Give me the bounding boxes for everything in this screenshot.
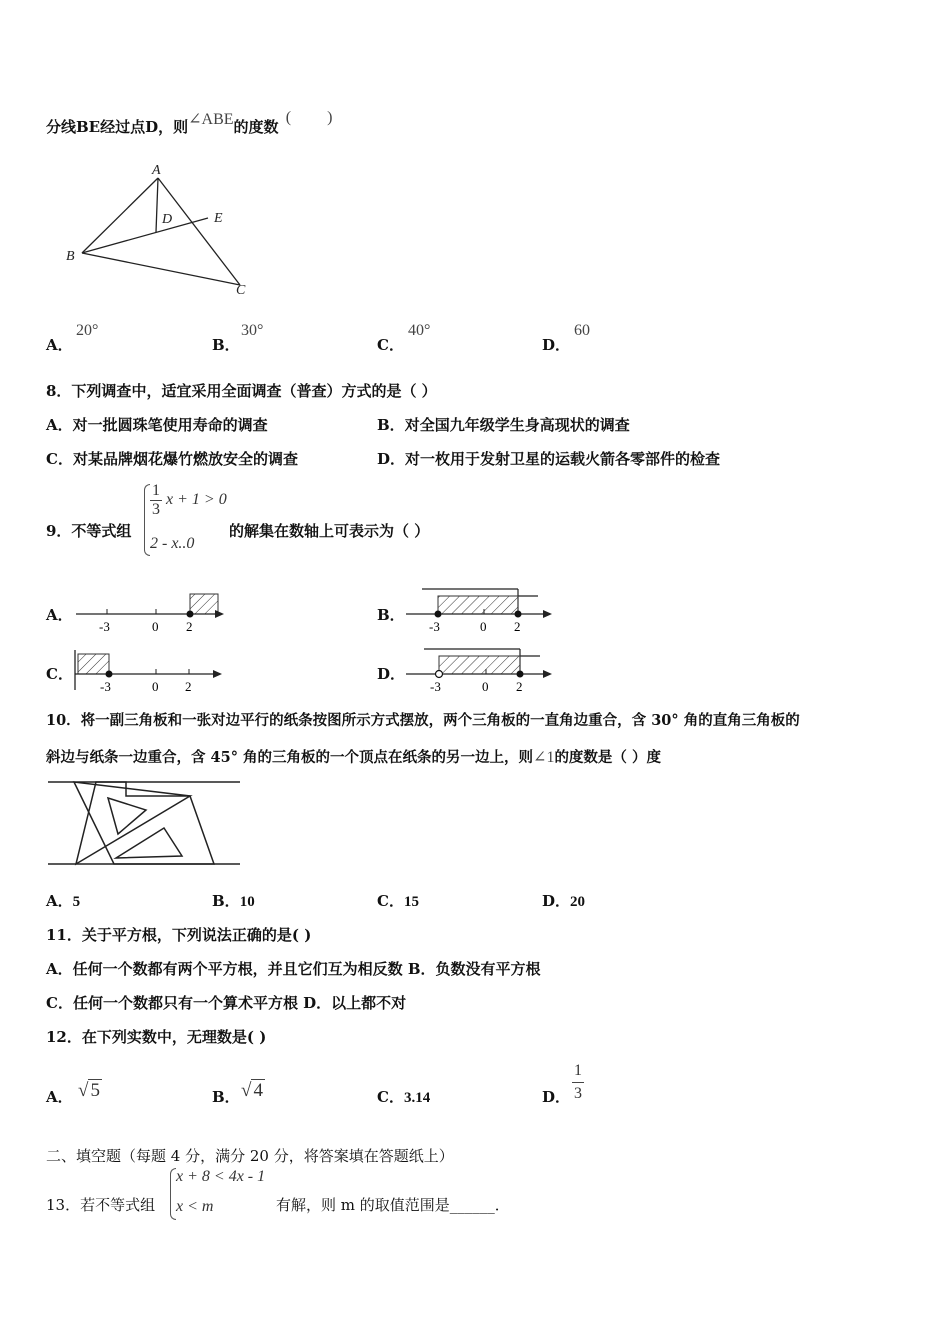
q12-option-b-radicand: 4 (253, 1080, 263, 1101)
q10-option-d-value: 20 (570, 894, 586, 910)
q12-option-a[interactable] (46, 1086, 73, 1107)
q10-triangles-figure (46, 776, 246, 872)
q8-option-c[interactable] (46, 448, 298, 469)
q7-option-a-value: 20° (76, 322, 99, 339)
q10-option-c-letter: C． (377, 892, 404, 910)
q10-line1: 10．将一副三角板和一张对边平行的纸条按图所示方式摆放，两个三角板的一直角边重合，含 30° 角的直角三角板的 (46, 712, 800, 729)
q10-option-b[interactable] (212, 890, 255, 911)
q9-stem-pre: 9．不等式组 (46, 522, 132, 540)
q12-option-d[interactable] (542, 1086, 570, 1107)
q8-option-b-text: 对全国九年级学生身高现状的调查 (404, 416, 630, 434)
q7-label-d: D (162, 212, 173, 227)
q8-option-a[interactable] (46, 414, 268, 435)
q7-stem (46, 109, 333, 137)
q9-option-a-letter: A． (46, 606, 73, 624)
q9-d-tick-2: 2 (516, 679, 523, 694)
q9-a-tick-2: 2 (186, 619, 193, 634)
q9-line1-num: 1 (152, 482, 160, 499)
q12-option-a-value (78, 1080, 102, 1102)
q8-option-d[interactable] (377, 448, 720, 469)
q10-line2 (46, 746, 661, 767)
q9-a-tick-0: 0 (152, 619, 159, 634)
radical-icon: √ (78, 1080, 89, 1101)
q9-numberline-b (402, 584, 562, 636)
q8-option-b-letter: B． (377, 416, 405, 434)
q9-option-c-letter: C． (46, 665, 73, 683)
q8-option-a-letter: A． (46, 416, 73, 434)
q13-line1: x + 8 < 4x - 1 (176, 1168, 266, 1185)
q9-option-c[interactable] (46, 663, 73, 684)
q12-option-d-letter: D． (542, 1088, 571, 1106)
q9-b-tick-2: 2 (514, 619, 521, 634)
q7-option-b-value: 30° (241, 322, 264, 339)
q10-option-a-letter: A． (46, 892, 73, 910)
q12-option-d-num: 1 (572, 1060, 584, 1083)
q9-line1-den: 3 (152, 501, 160, 518)
q11-options-cd[interactable]: C．任何一个数都只有一个算术平方根 D．以上都不对 (46, 994, 407, 1012)
q7-label-b: B (66, 249, 75, 264)
q10-line2-post: 的度数是（ ）度 (554, 749, 661, 766)
radical-icon: √ (241, 1080, 252, 1101)
q9-option-d-letter: D． (377, 665, 406, 683)
q7-option-b-letter: B． (212, 336, 240, 354)
q10-option-b-letter: B． (212, 892, 240, 910)
q7-stem-pre: 分线BE经过点D，则 (46, 118, 189, 136)
q7-paren-open: ( (285, 109, 292, 126)
q12-stem: 12．在下列实数中，无理数是( ) (46, 1028, 267, 1046)
section2-title: 二、填空题（每题 4 分，满分 20 分，将答案填在答题纸上） (46, 1147, 454, 1165)
q12-option-a-letter: A． (46, 1088, 73, 1106)
q8-option-c-letter: C． (46, 450, 73, 468)
q7-option-d-letter: D． (542, 336, 571, 354)
q9-option-d[interactable] (377, 663, 405, 684)
q9-option-b-letter: B． (377, 606, 405, 624)
q8-option-a-text: 对一批圆珠笔使用寿命的调查 (72, 416, 268, 434)
q9-c-tick-neg3: -3 (100, 679, 111, 694)
q8-option-d-text: 对一枚用于发射卫星的运载火箭各零部件的检查 (405, 450, 721, 468)
q10-option-c-value: 15 (403, 894, 419, 910)
q11-options-ab[interactable]: A．任何一个数都有两个平方根，并且它们互为相反数 B．负数没有平方根 (46, 960, 541, 978)
q12-option-a-radicand: 5 (90, 1080, 100, 1101)
q13-stem-pre: 13．若不等式组 (46, 1196, 156, 1214)
q9-a-tick-neg3: -3 (99, 619, 110, 634)
q9-numberline-d (402, 644, 562, 696)
q7-option-d[interactable] (542, 334, 570, 355)
q10-option-c[interactable] (377, 890, 419, 911)
q9-line1 (150, 482, 227, 519)
q12-option-d-den: 3 (574, 1085, 582, 1102)
q10-option-a[interactable] (46, 890, 80, 911)
q10-line2-pre: 斜边与纸条一边重合，含 45° 角的三角板的一个顶点在纸条的另一边上，则 (46, 749, 534, 766)
q9-line2: 2 - x..0 (150, 535, 195, 552)
q9-c-tick-2: 2 (185, 679, 192, 694)
q7-option-d-value: 60 (574, 322, 590, 339)
q9-option-b[interactable] (377, 604, 405, 625)
q9-c-tick-0: 0 (152, 679, 159, 694)
q9-b-tick-neg3: -3 (429, 619, 440, 634)
q13-stem-post[interactable]: 有解，则 m 的取值范围是______． (276, 1196, 510, 1214)
q12-option-c-value: 3.14 (403, 1090, 431, 1106)
q12-option-b[interactable] (212, 1086, 240, 1107)
q9-stem-post: 的解集在数轴上可表示为（ ） (229, 522, 430, 540)
q12-option-d-value (572, 1060, 584, 1105)
q9-numberline-a (72, 588, 232, 636)
q13-line2: x < m (176, 1198, 214, 1215)
q10-option-a-value: 5 (72, 894, 81, 910)
q7-stem-post: 的度数 (233, 118, 279, 136)
q10-option-d-letter: D． (542, 892, 571, 910)
q7-triangle-figure (60, 160, 260, 300)
q7-option-b[interactable] (212, 334, 240, 355)
q8-option-d-letter: D． (377, 450, 406, 468)
q7-paren-close: ) (327, 109, 333, 126)
q9-d-tick-neg3: -3 (430, 679, 441, 694)
q12-option-b-letter: B． (212, 1088, 240, 1106)
q10-option-d[interactable] (542, 890, 585, 911)
q9-b-tick-0: 0 (480, 619, 487, 634)
q7-label-a: A (152, 163, 161, 178)
q9-d-tick-0: 0 (482, 679, 489, 694)
q8-option-c-text: 对某品牌烟花爆竹燃放安全的调查 (72, 450, 298, 468)
q7-label-c: C (236, 283, 246, 298)
q7-option-c[interactable] (377, 334, 404, 355)
q10-option-b-value: 10 (239, 894, 255, 910)
q12-option-b-value (241, 1080, 265, 1102)
q9-line1-rest: x + 1 > 0 (166, 491, 227, 509)
q7-option-a[interactable] (46, 334, 73, 355)
q7-label-e: E (214, 211, 223, 226)
q7-option-c-letter: C． (377, 336, 404, 354)
q7-angle: ∠ABE (188, 111, 234, 128)
q8-option-b[interactable] (377, 414, 630, 435)
q8-stem: 8．下列调查中，适宜采用全面调查（普查）方式的是（ ） (46, 382, 437, 400)
q9-option-a[interactable] (46, 604, 73, 625)
q7-option-a-letter: A． (46, 336, 73, 354)
q12-option-c[interactable] (377, 1086, 430, 1107)
q9-numberline-c (72, 648, 232, 696)
q10-angle: ∠1 (533, 749, 555, 766)
q12-option-c-letter: C． (377, 1088, 404, 1106)
q11-stem: 11．关于平方根，下列说法正确的是( ) (46, 926, 312, 944)
q7-option-c-value: 40° (408, 322, 431, 339)
